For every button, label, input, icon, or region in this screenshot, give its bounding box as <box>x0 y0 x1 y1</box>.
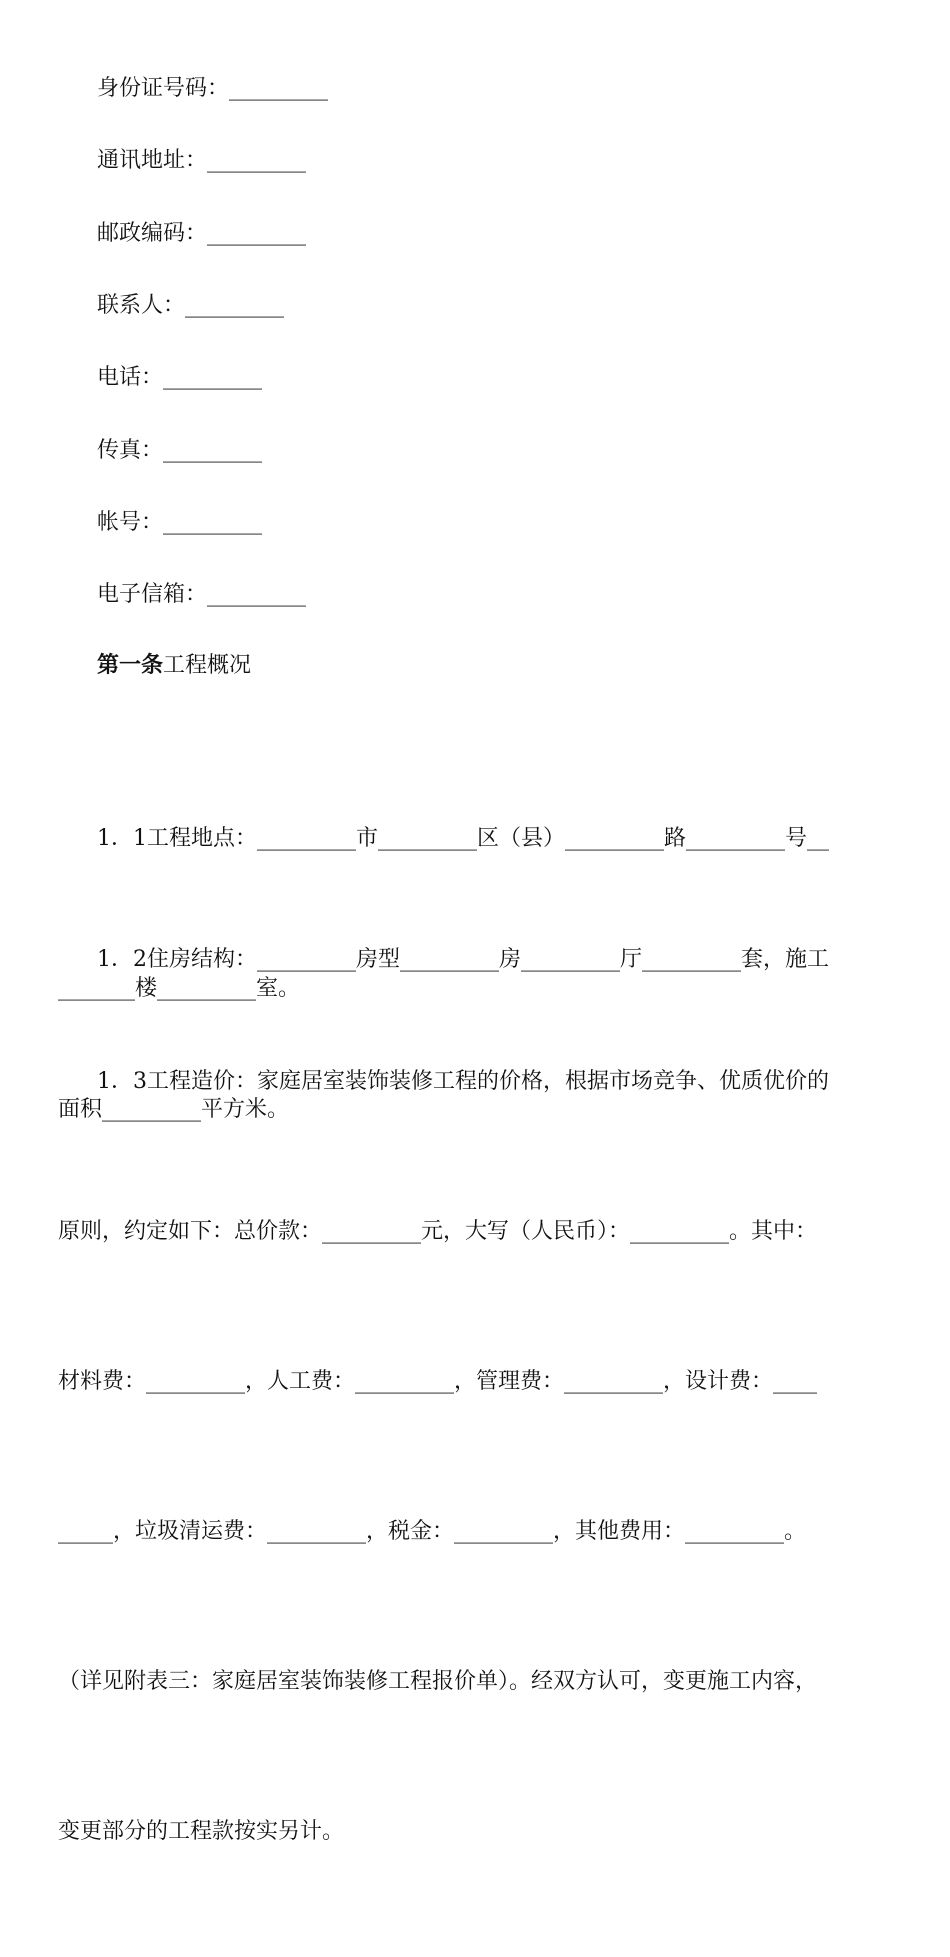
clause-1-3-line: （详见附表三：家庭居室装饰装修工程报价单）。经双方认可，变更施工内容， <box>58 1669 818 1694</box>
id-number-label: 身份证号码： <box>97 76 230 101</box>
phone-field <box>97 363 262 393</box>
fax-field <box>97 436 262 466</box>
contact-person-label: 联系人： <box>97 293 186 318</box>
phone-blank: _________ <box>163 365 263 390</box>
address-label: 通讯地址： <box>97 148 208 173</box>
postal-code-label: 邮政编码： <box>97 221 208 246</box>
account-blank: _________ <box>163 510 263 535</box>
clause-1-2-line: 面积_________平方米。 <box>58 1097 290 1122</box>
clause-1-1-line: 1．1工程地点：_________市_________区（县）_________路_________号__ <box>97 826 829 851</box>
clause-1-3-line: 1．3工程造价：家庭居室装饰装修工程的价格，根据市场竞争、优质优价的 <box>97 1069 829 1094</box>
account-field <box>97 508 262 538</box>
email-blank: _________ <box>207 582 307 607</box>
postal-code-blank: _________ <box>207 221 307 246</box>
email-label: 电子信箱： <box>97 582 208 607</box>
section-heading <box>97 650 251 681</box>
clause-1-3-line: 变更部分的工程款按实另计。 <box>58 1819 345 1844</box>
id-number-blank: _________ <box>229 76 329 101</box>
clause-1-2-line: 1．2住房结构：_________房型_________房_________厅_________套，施工 <box>97 947 829 972</box>
contact-person-field <box>97 291 284 321</box>
email-field <box>97 580 306 610</box>
account-label: 帐号： <box>97 510 164 535</box>
clause-1-1-line: _______楼_________室。 <box>58 976 301 1001</box>
section-number: 第一条 <box>97 652 164 678</box>
contact-person-blank: _________ <box>185 293 285 318</box>
address-field <box>97 146 306 176</box>
address-blank: _________ <box>207 148 307 173</box>
section-title: 工程概况 <box>163 653 252 678</box>
clause-1-3 <box>58 957 893 1957</box>
phone-label: 电话： <box>97 365 164 390</box>
clause-1-3-line: 原则，约定如下：总价款：_________元，大写（人民币）：_________。其中： <box>58 1219 818 1244</box>
id-number-field <box>97 74 328 104</box>
clause-1-3-line: 材料费：_________，人工费：_________，管理费：_________，设计费：____ <box>58 1369 818 1394</box>
clause-1-3-line: _____，垃圾清运费：_________，税金：_________，其他费用：_________。 <box>58 1519 807 1544</box>
fax-label: 传真： <box>97 438 164 463</box>
postal-code-field <box>97 219 306 249</box>
fax-blank: _________ <box>163 438 263 463</box>
